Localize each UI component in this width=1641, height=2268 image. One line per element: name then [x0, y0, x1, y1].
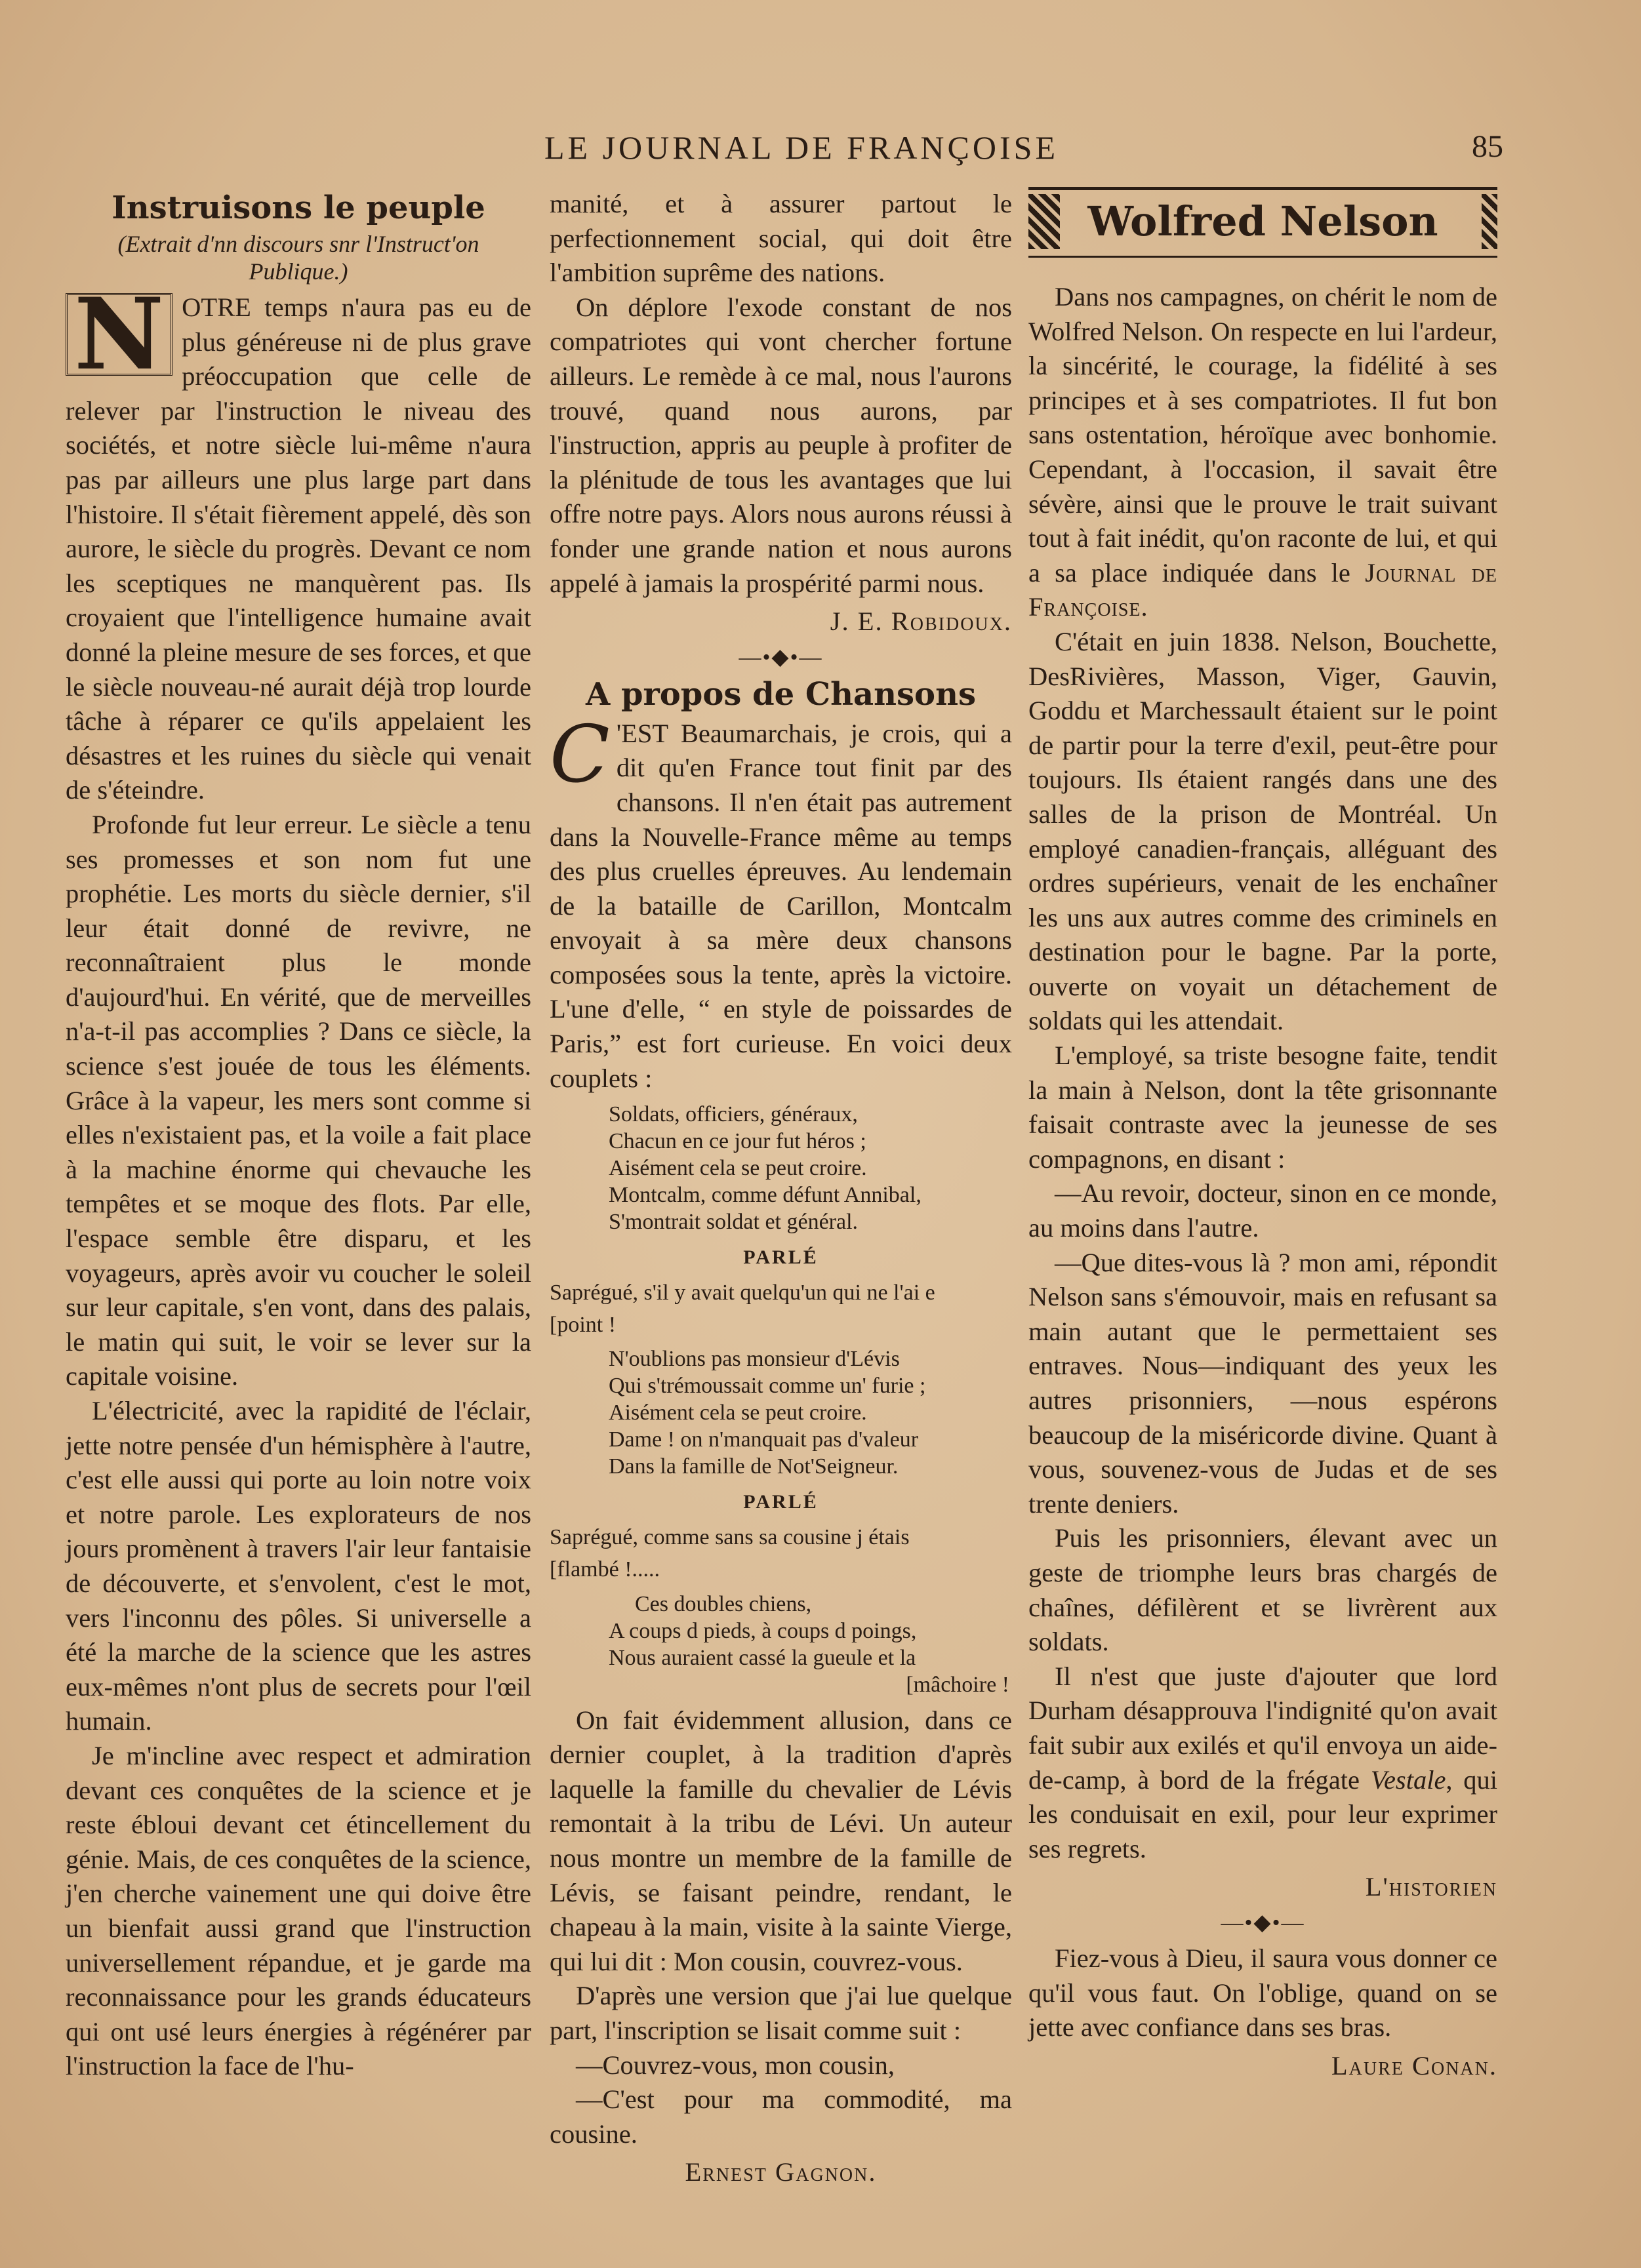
paragraph: L'employé, sa triste besogne faite, tendit la main à Nelson, dont la tête grisonnante faisait contraste avec la jeunesse de ses compagnons, en disant : [1028, 1041, 1497, 1174]
paragraph: Puis les prisonniers, élevant avec un geste de triomphe leurs bras chargés de chaînes, défilèrent et se livrèrent aux soldats. [1028, 1523, 1497, 1657]
paragraph: Profonde fut leur erreur. Le siècle a tenu ses promesses et son nom fut une prophétie. Les morts du siècle dernier, s'il leur était donné de revivre, ne reconnaîtraient plus le monde d'aujourd'hui. En vérité, que de merveilles n'a-t-il pas accomplies ? Dans ce siècle, la science s'est jouée de tous les éléments. Grâce à la vapeur, les mers sont comme si elles n'existaient pas, et la voile a fait place à la machine énorme qui chevauche les tempêtes et se moque des flots. Par elle, l'espace semble être disparu, et les voyageurs, après avoir vu coucher le soleil sur leur capitale, s'en vont, dans des palais, le matin qui suit, le voir se lever sur la capitale voisine. [66, 809, 531, 1391]
paragraph: Dans nos campagnes, on chérit le nom de Wolfred Nelson. On respecte en lui l'ardeur, la sincérité, le courage, la fidélité à ses principes et à ses compatriotes. Il fut bon sans ostentation, héroïque avec bonhomie. Cependant, à l'occasion, il savait être sévère, ainsi que le prouve le trait suivant tout à fait inédit, qu'on raconte de lui, et qui a sa place indiquée dans le Journal de Françoise. [1028, 282, 1497, 622]
drop-cap-c: C [550, 709, 610, 801]
column-3 [1028, 187, 1497, 2087]
verse-line: Aisément cela se peut croire. [609, 1401, 867, 1425]
drop-cap-n: N [66, 293, 172, 376]
column-1 [66, 187, 531, 2084]
verse-line: A coups d pieds, à coups d poings, [609, 1618, 917, 1643]
song-verse-1 [550, 1101, 1012, 1235]
parle-label: PARLÉ [743, 1246, 819, 1269]
verse-line: Aisément cela se peut croire. [609, 1156, 867, 1181]
ornament-divider: —•◆•— [1221, 1910, 1305, 1935]
paragraph: L'électricité, avec la rapidité de l'éclair, jette notre pensée d'un hémisphère à l'autre, c'est elle aussi qui porte au loin notre voix et notre parole. Les explorateurs de nos jours promènent à travers l'air leur fantaisie de découverte, et s'envolent, c'est le mot, vers l'inconnu des pôles. Si universelle a été la marche de la science que les astres eux-mêmes n'ont plus de secrets pour l'œil humain. [66, 1396, 531, 1736]
verse-line: Soldats, officiers, généraux, [609, 1102, 858, 1127]
page-number: 85 [1472, 129, 1503, 164]
signature-conan: Laure Conan. [1331, 2050, 1497, 2080]
paragraph-quote: Fiez-vous à Dieu, il saura vous donner ce qu'il vous faut. On l'oblige, quand on se jette avec confiance dans ses bras. [1028, 1943, 1497, 2042]
verse-line-cont: [mâchoire ! [906, 1672, 1009, 1697]
signature-gagnon: Ernest Gagnon. [685, 2157, 877, 2187]
paragraph: D'après une version que j'ai lue quelque part, l'inscription se lisait comme suit : [550, 1981, 1012, 2045]
paragraph-continuation: manité, et à assurer partout le perfectionnement social, qui doit être l'ambition suprême des nations. [550, 189, 1012, 288]
paragraph: C 'EST Beaumarchais, je crois, qui a dit qu'en France tout finit par des chansons. Il n'en était pas autrement dans la Nouvelle-France même au temps des plus cruelles épreuves. Au lendemain de la bataille de Carillon, Montcalm envoyait à sa mère deux chansons composées sous la tente, après la victoire. L'une d'elle, “ en style de poissardes de Paris,” est fort curieuse. En voici deux couplets : [550, 709, 1012, 1093]
paragraph: Il n'est que juste d'ajouter que lord Durham désapprouva l'indignité qu'on avait fait subir aux exilés et qu'il envoya un aide-de-camp, à bord de la frégate Vestale, qui les conduisait en exil, pour leur exprimer ses regrets. [1028, 1661, 1497, 1863]
spoken-line: Saprégué, comme sans sa cousine j étais [550, 1525, 910, 1550]
ornamental-block-right [1482, 194, 1497, 249]
signature-robidoux: J. E. Robidoux. [830, 607, 1012, 637]
title-banner-nelson [1028, 187, 1497, 258]
song-verse-3 [550, 1591, 1012, 1698]
ornamental-block-left [1028, 194, 1060, 249]
verse-line: Nous auraient cassé la gueule et la [609, 1645, 916, 1670]
verse-line: N'oublions pas monsieur d'Lévis [609, 1347, 900, 1372]
ornament-divider: —•◆•— [739, 645, 823, 669]
paragraph: —Couvrez-vous, mon cousin, [576, 2050, 895, 2080]
column-2 [550, 187, 1012, 2194]
ship-name: Vestale [1370, 1764, 1446, 1795]
spoken-line: Saprégué, s'il y avait quelqu'un qui ne l'ai e [550, 1280, 935, 1305]
journal-name: Journal de Françoise. [1028, 557, 1497, 622]
spoken-line-cont: [point ! [550, 1312, 617, 1337]
signature-historien: L'historien [1365, 1872, 1497, 1902]
verse-line: S'montrait soldat et général. [609, 1210, 859, 1235]
verse-line: Montcalm, comme défunt Annibal, [609, 1183, 922, 1208]
paragraph: —Que dites-vous là ? mon ami, répondit Nelson sans s'émouvoir, mais en refusant sa main autant que le permettaient ses entraves. Nous—indiquant des yeux les autres prisonniers, —nous espérons beaucoup de la miséricorde divine. Quant à vous, souvenez-vous de Judas et de ses trente deniers. [1028, 1247, 1497, 1519]
paragraph: —C'est pour ma commodité, ma cousine. [550, 2084, 1012, 2149]
paragraph: N OTRE temps n'aura pas eu de plus généreuse ni de plus grave préoccupation que celle de relever par l'instruction le niveau des sociétés, et notre siècle lui-même n'aura pas par ailleurs une plus large part dans l'histoire. Il s'était fièrement appelé, dès son aurore, le siècle du progrès. Devant ce nom les sceptiques ne manquèrent pas. Ils croyaient que l'intelligence humaine avait donné la pleine mesure de ses forces, et que le siècle nouveau-né aurait déjà trop lourde tâche à réparer ce qu'ils appelaient les désastres et les ruines du siècle qui venait de s'éteindre. [66, 277, 531, 805]
verse-line: Chacun en ce jour fut héros ; [609, 1129, 866, 1154]
verse-line: Dans la famille de Not'Seigneur. [609, 1454, 899, 1479]
page-header [0, 129, 1641, 174]
parle-label: PARLÉ [743, 1491, 819, 1513]
verse-line: Qui s'trémoussait comme un' furie ; [609, 1374, 926, 1399]
paragraph: On déplore l'exode constant de nos compatriotes qui vont chercher fortune ailleurs. Le remède à ce mal, nous l'aurons trouvé, quand nous aurons, par l'instruction, appris au peuple à profiter de la plénitude de tous les avantages que lui offre notre pays. Alors nous aurons réussi à fonder une grande nation et nous aurons appelé à jamais la prospérité parmi nous. [550, 292, 1012, 598]
article-title-nelson: Wolfred Nelson [1087, 197, 1438, 245]
paragraph: —Au revoir, docteur, sinon en ce monde, au moins dans l'autre. [1028, 1178, 1497, 1243]
article-title-chansons: A propos de Chansons [585, 675, 976, 713]
verse-line: Dame ! on n'manquait pas d'valeur [609, 1427, 919, 1452]
running-title: LE JOURNAL DE FRANÇOISE [544, 129, 1059, 166]
verse-line: Ces doubles chiens, [635, 1591, 812, 1616]
paragraph: On fait évidemment allusion, dans ce dernier couplet, à la tradition d'après laquelle la famille du chevalier de Lévis remontait à la tribu de Lévi. Un auteur nous montre un membre de la famille de Lévis, se faisant peindre, rendant, le chapeau à la main, visite à la sainte Vierge, qui lui dit : Mon cousin, couvrez-vous. [550, 1705, 1012, 1976]
spoken-line-cont: [flambé !..... [550, 1557, 660, 1582]
paragraph: C'était en juin 1838. Nelson, Bouchette, DesRivières, Masson, Viger, Gauvin, Goddu et Marchessault étaient sur le point de partir pour la terre d'exil, peut-être pour toujours. Ils étaient rangés dans une des salles de la prison de Montréal. Un employé canadien-français, alléguant des ordres supérieurs, venait de les enchaîner les uns aux autres comme des criminels en destination pour le bagne. Par la porte, ouverte on voyait un détachement de soldats qui les attendait. [1028, 626, 1497, 1036]
article-subtitle: (Extrait d'nn discours snr l'Instruct'on Publique.) [117, 231, 479, 285]
song-verse-2 [550, 1345, 1012, 1480]
paragraph: Je m'incline avec respect et admiration devant ces conquêtes de la science et je reste ébloui devant cet étincellement du génie. Mais, de ces conquêtes de la science, j'en cherche vainement une qui doive être un bienfait aussi grand que l'instruction universellement répandue, et je garde ma reconnaissance pour les grands éducateurs qui ont usé leurs énergies à régénérer par l'instruction la face de l'hu- [66, 1740, 531, 2081]
article-title-instruisons: Instruisons le peuple [111, 189, 485, 226]
